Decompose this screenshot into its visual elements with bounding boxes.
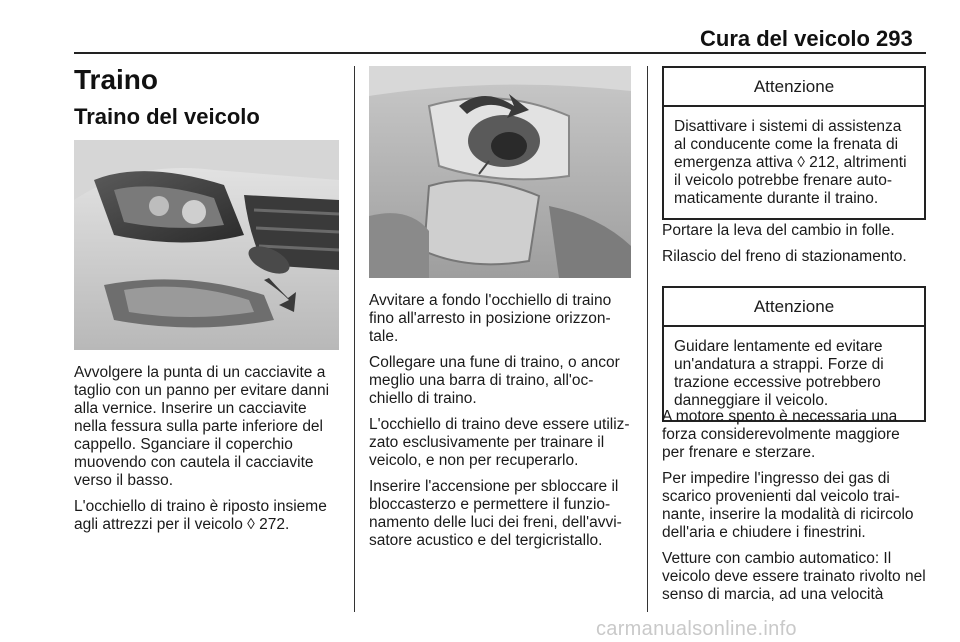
towing-eye-cover-illustration [74,140,339,350]
warning-title: Attenzione [664,68,924,107]
paragraph-connect-rope: Collegare una fune di traino, o ancor meglio una barra di traino, all'oc-chiello di traino. [369,354,620,407]
middle-column-text [369,292,635,558]
column-divider-right [647,66,648,612]
paragraph-automatic: Vetture con cambio automatico: Il veicolo deve essere trainato rivolto nel senso di marcia, ad una velocità [662,550,926,603]
section-title: Traino [74,64,159,95]
warning-body: Disattivare i sistemi di assistenza al conducente come la frenata di emergenza attiva ◊ 212, altrimenti il veicolo potrebbe frenare auto-maticamente durante il traino. [674,118,907,207]
paragraph-neutral: Portare la leva del cambio in folle. [662,222,895,239]
column-divider-left [354,66,355,612]
paragraph-engine-off: A motore spento è necessaria una forza considerevolmente maggiore per frenare e sterzare. [662,408,900,461]
paragraph-tool-storage: L'occhiello di traino è riposto insieme agli attrezzi per il veicolo ◊ 272. [74,498,327,533]
header-section-title: Cura del veicolo [700,26,870,51]
paragraph-screwdriver: Avvolgere la punta di un cacciavite a taglio con un panno per evitare danni alla vernice. Inserire un cacciavite nella fessura sulla parte inferiore del cappello. Sganciare il coperchio muovendo con cautela il cacciavite verso il basso. [74,364,330,489]
warning-title: Attenzione [664,288,924,327]
section-subtitle: Traino del veicolo [74,104,260,129]
paragraph-ignition: Inserire l'accensione per sbloccare il bloccasterzo e permettere il funzio-namento delle luci dei freni, dell'avvi-satore acustico e del tergicristallo. [369,478,622,549]
towing-eye-install-illustration [369,66,631,278]
warning-box-assist-systems [662,66,926,220]
paragraph-parking-brake: Rilascio del freno di stazionamento. [662,248,907,265]
paragraph-eye-usage: L'occhiello di traino deve essere utiliz-zato esclusivamente per trainare il veicolo, e non per recuperarlo. [369,416,630,469]
right-column-text-top [662,222,926,274]
warning-box-drive-slowly [662,286,926,422]
right-column-text-bottom [662,408,926,612]
warning-body: Guidare lentamente ed evitare un'andatura a strappi. Forze di trazione eccessive potrebbero danneggiare il veicolo. [674,338,884,409]
page-number: 293 [876,26,913,51]
header-rule [74,52,926,54]
watermark: carmanualsonline.info [596,618,797,640]
paragraph-exhaust: Per impedire l'ingresso dei gas di scarico provenienti dal veicolo trai-nante, inserire la modalità di ricircolo dell'aria e chiudere i finestrini. [662,470,914,541]
paragraph-screw-eye: Avvitare a fondo l'occhiello di traino fino all'arresto in posizione orizzon-tale. [369,292,612,345]
left-column-text [74,364,342,542]
